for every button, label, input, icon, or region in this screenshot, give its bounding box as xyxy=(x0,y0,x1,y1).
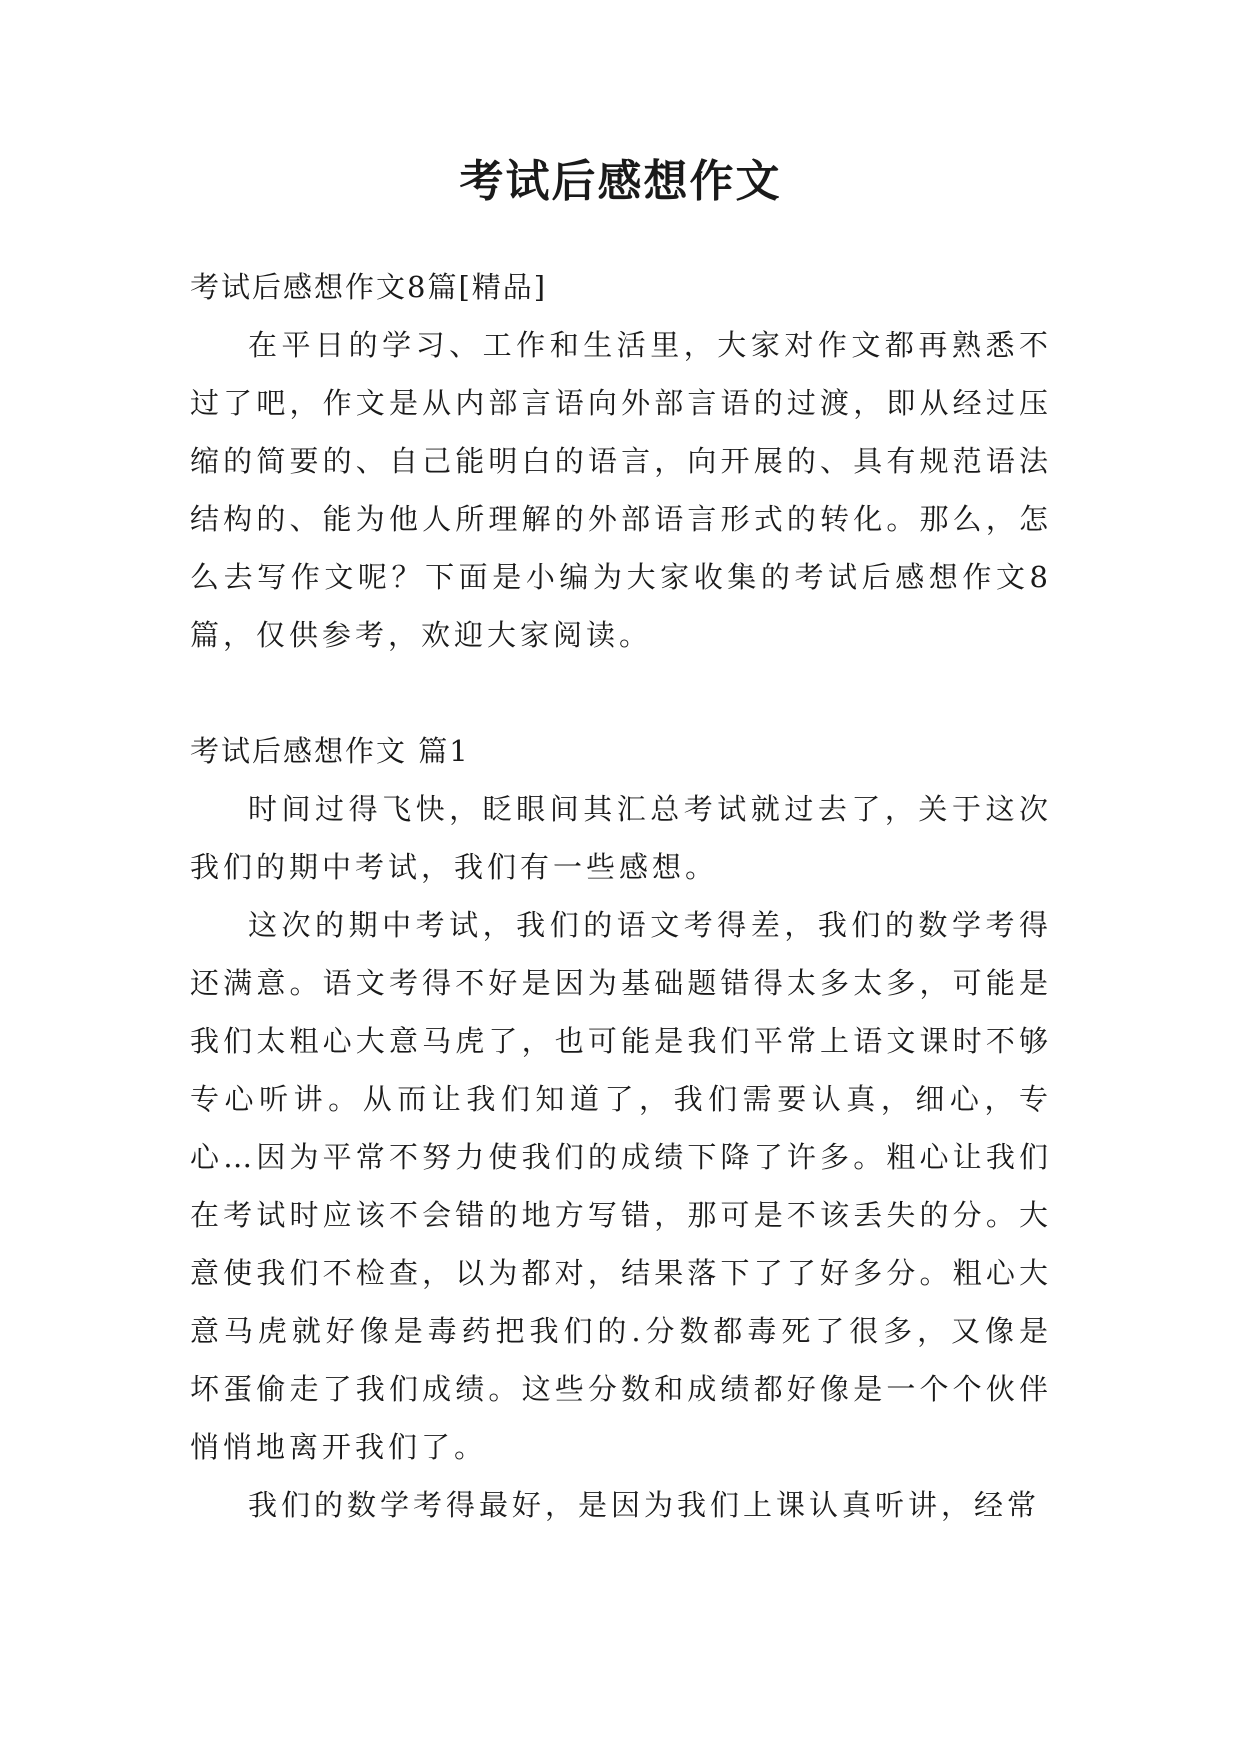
section-1-paragraph-2: 这次的期中考试，我们的语文考得差，我们的数学考得还满意。语文考得不好是因为基础题错得太多太多，可能是我们太粗心大意马虎了，也可能是我们平常上语文课时不够专心听讲。从而让我们知道了，我们需要认真，细心，专心…因为平常不努力使我们的成绩下降了许多。粗心让我们在考试时应该不会错的地方写错，那可是不该丢失的分。大意使我们不检查，以为都对，结果落下了了好多分。粗心大意马虎就好像是毒药把我们的.分数都毒死了很多，又像是坏蛋偷走了我们成绩。这些分数和成绩都好像是一个个伙伴悄悄地离开我们了。 xyxy=(190,908,1052,1464)
section-1-paragraph-1: 时间过得飞快，眨眼间其汇总考试就过去了，关于这次我们的期中考试，我们有一些感想。 xyxy=(190,792,1052,884)
document-body xyxy=(190,258,1052,1534)
intro-heading: 考试后感想作文8篇[精品] xyxy=(190,270,548,304)
intro-paragraph: 在平日的学习、工作和生活里，大家对作文都再熟悉不过了吧，作文是从内部言语向外部言语的过渡，即从经过压缩的简要的、自己能明白的语言，向开展的、具有规范语法结构的、能为他人所理解的外部语言形式的转化。那么，怎么去写作文呢？下面是小编为大家收集的考试后感想作文8篇，仅供参考，欢迎大家阅读。 xyxy=(190,328,1052,652)
document-title: 考试后感想作文 xyxy=(459,156,782,207)
section-1-paragraph-3: 我们的数学考得最好，是因为我们上课认真听讲，经常 xyxy=(248,1488,1041,1522)
section-1-heading: 考试后感想作文 篇1 xyxy=(190,734,470,768)
section-spacer xyxy=(190,664,1052,722)
